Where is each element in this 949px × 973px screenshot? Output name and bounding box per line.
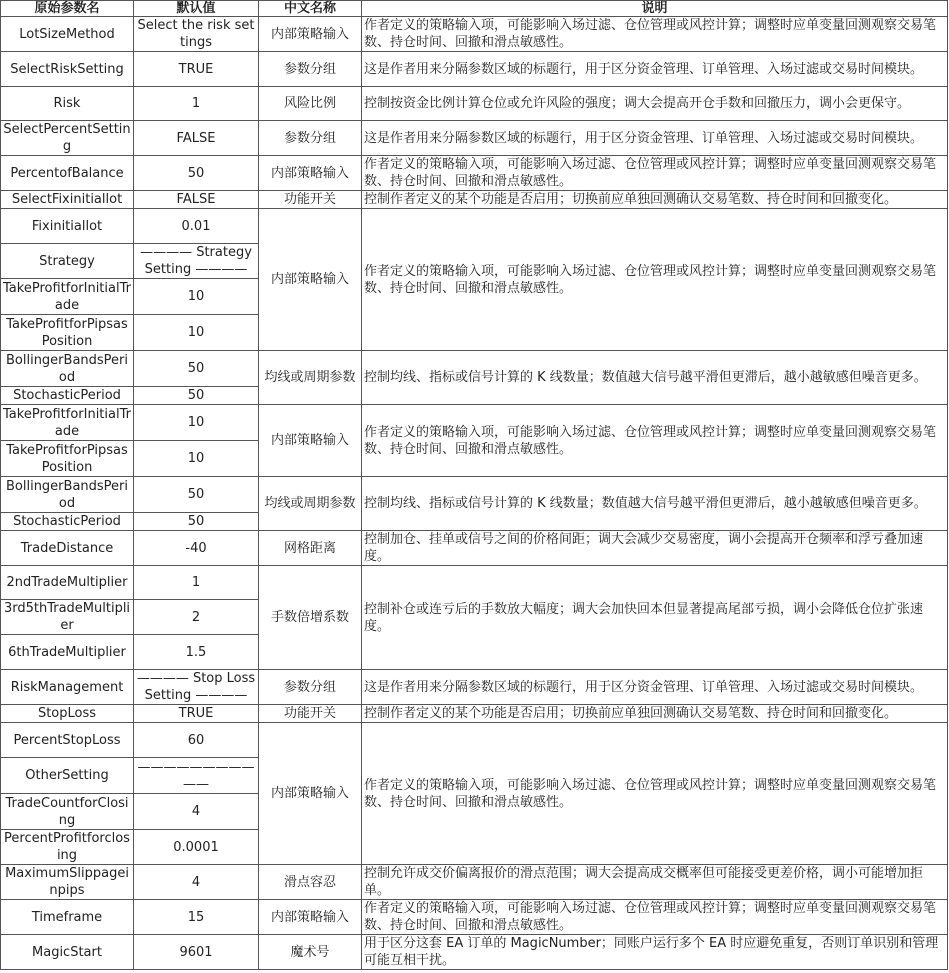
chinese-name-cell: 均线或周期参数 <box>259 477 362 531</box>
default-value-cell: Select the risk settings <box>134 17 259 52</box>
default-value-cell: 1.5 <box>134 635 259 670</box>
description-cell: 控制按资金比例计算仓位或允许风险的强度；调大会提高开仓手数和回撤压力，调小会更保守。 <box>362 87 948 121</box>
default-value-cell: 50 <box>134 477 259 513</box>
description-cell: 控制均线、指标或信号计算的 K 线数量；数值越大信号越平滑但更滞后，越小越敏感但噪音更多。 <box>362 477 948 531</box>
default-value-cell: ———— Stop Loss Setting ———— <box>134 670 259 705</box>
description-cell: 控制补仓或连亏后的手数放大幅度；调大会加快回本但显著提高尾部亏损，调小会降低仓位扩张速度。 <box>362 566 948 670</box>
table-row <box>1 191 948 209</box>
description-cell: 控制均线、指标或信号计算的 K 线数量；数值越大信号越平滑但更滞后，越小越敏感但噪音更多。 <box>362 351 948 405</box>
description-cell: 作者定义的策略输入项，可能影响入场过滤、仓位管理或风控计算；调整时应单变量回测观察交易笔数、持仓时间、回撤和滑点敏感性。 <box>362 17 948 52</box>
param-name-cell: StochasticPeriod <box>1 387 134 405</box>
chinese-name-cell: 风险比例 <box>259 87 362 121</box>
description-cell: 控制加仓、挂单或信号之间的价格间距；调大会减少交易密度，调小会提高开仓频率和浮亏叠加速度。 <box>362 531 948 566</box>
param-name-cell: MaximumSlippageinpips <box>1 865 134 900</box>
default-value-cell: 10 <box>134 279 259 315</box>
table-row <box>1 87 948 121</box>
table-row <box>1 865 948 900</box>
table-row <box>1 477 948 513</box>
table-row <box>1 723 948 758</box>
param-name-cell: BollingerBandsPeriod <box>1 351 134 387</box>
param-name-cell: TradeDistance <box>1 531 134 566</box>
header-original-name: 原始参数名 <box>1 1 134 17</box>
description-cell: 控制作者定义的某个功能是否启用；切换前应单独回测确认交易笔数、持仓时间和回撤变化。 <box>362 705 948 723</box>
param-name-cell: TakeProfitforPipsasPosition <box>1 315 134 351</box>
default-value-cell: 60 <box>134 723 259 758</box>
default-value-cell: ——————————— <box>134 758 259 794</box>
default-value-cell: 0.01 <box>134 209 259 244</box>
param-name-cell: RiskManagement <box>1 670 134 705</box>
param-name-cell: OtherSetting <box>1 758 134 794</box>
description-cell: 这是作者用来分隔参数区域的标题行，用于区分资金管理、订单管理、入场过滤或交易时间模块。 <box>362 52 948 87</box>
param-name-cell: LotSizeMethod <box>1 17 134 52</box>
default-value-cell: 10 <box>134 315 259 351</box>
chinese-name-cell: 内部策略输入 <box>259 209 362 351</box>
description-cell: 作者定义的策略输入项，可能影响入场过滤、仓位管理或风控计算；调整时应单变量回测观察交易笔数、持仓时间、回撤和滑点敏感性。 <box>362 723 948 865</box>
header-row <box>1 1 948 17</box>
description-cell: 控制作者定义的某个功能是否启用；切换前应单独回测确认交易笔数、持仓时间和回撤变化。 <box>362 191 948 209</box>
chinese-name-cell: 魔术号 <box>259 935 362 970</box>
default-value-cell: 9601 <box>134 935 259 970</box>
param-name-cell: SelectPercentSetting <box>1 121 134 156</box>
chinese-name-cell: 参数分组 <box>259 670 362 705</box>
table-row <box>1 670 948 705</box>
default-value-cell: 50 <box>134 156 259 191</box>
description-cell: 作者定义的策略输入项，可能影响入场过滤、仓位管理或风控计算；调整时应单变量回测观察交易笔数、持仓时间、回撤和滑点敏感性。 <box>362 209 948 351</box>
chinese-name-cell: 内部策略输入 <box>259 405 362 477</box>
default-value-cell: 1 <box>134 566 259 600</box>
param-name-cell: TakeProfitforInitialTrade <box>1 405 134 441</box>
table-row <box>1 17 948 52</box>
default-value-cell: TRUE <box>134 52 259 87</box>
table-row <box>1 705 948 723</box>
chinese-name-cell: 手数倍增系数 <box>259 566 362 670</box>
header-default-value: 默认值 <box>134 1 259 17</box>
param-name-cell: PercentProfitforclosing <box>1 830 134 865</box>
param-name-cell: StochasticPeriod <box>1 513 134 531</box>
description-cell: 作者定义的策略输入项，可能影响入场过滤、仓位管理或风控计算；调整时应单变量回测观察交易笔数、持仓时间、回撤和滑点敏感性。 <box>362 405 948 477</box>
default-value-cell: 1 <box>134 87 259 121</box>
table-row <box>1 52 948 87</box>
default-value-cell: 4 <box>134 865 259 900</box>
chinese-name-cell: 参数分组 <box>259 52 362 87</box>
param-name-cell: PercentofBalance <box>1 156 134 191</box>
chinese-name-cell: 内部策略输入 <box>259 900 362 935</box>
table-row <box>1 935 948 970</box>
param-name-cell: Fixinitiallot <box>1 209 134 244</box>
default-value-cell: 50 <box>134 351 259 387</box>
param-name-cell: SelectRiskSetting <box>1 52 134 87</box>
description-cell: 这是作者用来分隔参数区域的标题行，用于区分资金管理、订单管理、入场过滤或交易时间模块。 <box>362 670 948 705</box>
default-value-cell: FALSE <box>134 121 259 156</box>
table-row <box>1 351 948 387</box>
description-cell: 这是作者用来分隔参数区域的标题行，用于区分资金管理、订单管理、入场过滤或交易时间模块。 <box>362 121 948 156</box>
default-value-cell: 10 <box>134 441 259 477</box>
param-name-cell: TakeProfitforPipsasPosition <box>1 441 134 477</box>
chinese-name-cell: 内部策略输入 <box>259 723 362 865</box>
default-value-cell: 50 <box>134 387 259 405</box>
chinese-name-cell: 滑点容忍 <box>259 865 362 900</box>
chinese-name-cell: 网格距离 <box>259 531 362 566</box>
default-value-cell: 10 <box>134 405 259 441</box>
param-name-cell: TradeCountforClosing <box>1 794 134 830</box>
default-value-cell: FALSE <box>134 191 259 209</box>
default-value-cell: ———— Strategy Setting ———— <box>134 244 259 279</box>
param-name-cell: TakeProfitforInitialTrade <box>1 279 134 315</box>
description-cell: 作者定义的策略输入项，可能影响入场过滤、仓位管理或风控计算；调整时应单变量回测观察交易笔数、持仓时间、回撤和滑点敏感性。 <box>362 900 948 935</box>
default-value-cell: 0.0001 <box>134 830 259 865</box>
param-name-cell: 2ndTradeMultiplier <box>1 566 134 600</box>
default-value-cell: 2 <box>134 600 259 635</box>
param-name-cell: 6thTradeMultiplier <box>1 635 134 670</box>
table-row <box>1 121 948 156</box>
chinese-name-cell: 均线或周期参数 <box>259 351 362 405</box>
header-chinese-name: 中文名称 <box>259 1 362 17</box>
table-row <box>1 900 948 935</box>
param-name-cell: BollingerBandsPeriod <box>1 477 134 513</box>
param-name-cell: MagicStart <box>1 935 134 970</box>
description-cell: 控制允许成交价偏离报价的滑点范围；调大会提高成交概率但可能接受更差价格，调小可能增加拒单。 <box>362 865 948 900</box>
default-value-cell: 50 <box>134 513 259 531</box>
default-value-cell: -40 <box>134 531 259 566</box>
table-row <box>1 156 948 191</box>
param-name-cell: Strategy <box>1 244 134 279</box>
default-value-cell: 15 <box>134 900 259 935</box>
param-name-cell: SelectFixinitiallot <box>1 191 134 209</box>
chinese-name-cell: 功能开关 <box>259 705 362 723</box>
header-description: 说明 <box>362 1 948 17</box>
param-name-cell: PercentStopLoss <box>1 723 134 758</box>
param-name-cell: 3rd5thTradeMultiplier <box>1 600 134 635</box>
param-name-cell: Risk <box>1 87 134 121</box>
table-row <box>1 405 948 441</box>
chinese-name-cell: 功能开关 <box>259 191 362 209</box>
param-name-cell: Timeframe <box>1 900 134 935</box>
chinese-name-cell: 参数分组 <box>259 121 362 156</box>
table-body <box>1 17 948 970</box>
chinese-name-cell: 内部策略输入 <box>259 17 362 52</box>
chinese-name-cell: 内部策略输入 <box>259 156 362 191</box>
default-value-cell: 4 <box>134 794 259 830</box>
table-row <box>1 209 948 244</box>
param-name-cell: StopLoss <box>1 705 134 723</box>
default-value-cell: TRUE <box>134 705 259 723</box>
description-cell: 用于区分这套 EA 订单的 MagicNumber；同账户运行多个 EA 时应避免重复，否则订单识别和管理可能互相干扰。 <box>362 935 948 970</box>
table-row <box>1 566 948 600</box>
table-row <box>1 531 948 566</box>
description-cell: 作者定义的策略输入项，可能影响入场过滤、仓位管理或风控计算；调整时应单变量回测观察交易笔数、持仓时间、回撤和滑点敏感性。 <box>362 156 948 191</box>
